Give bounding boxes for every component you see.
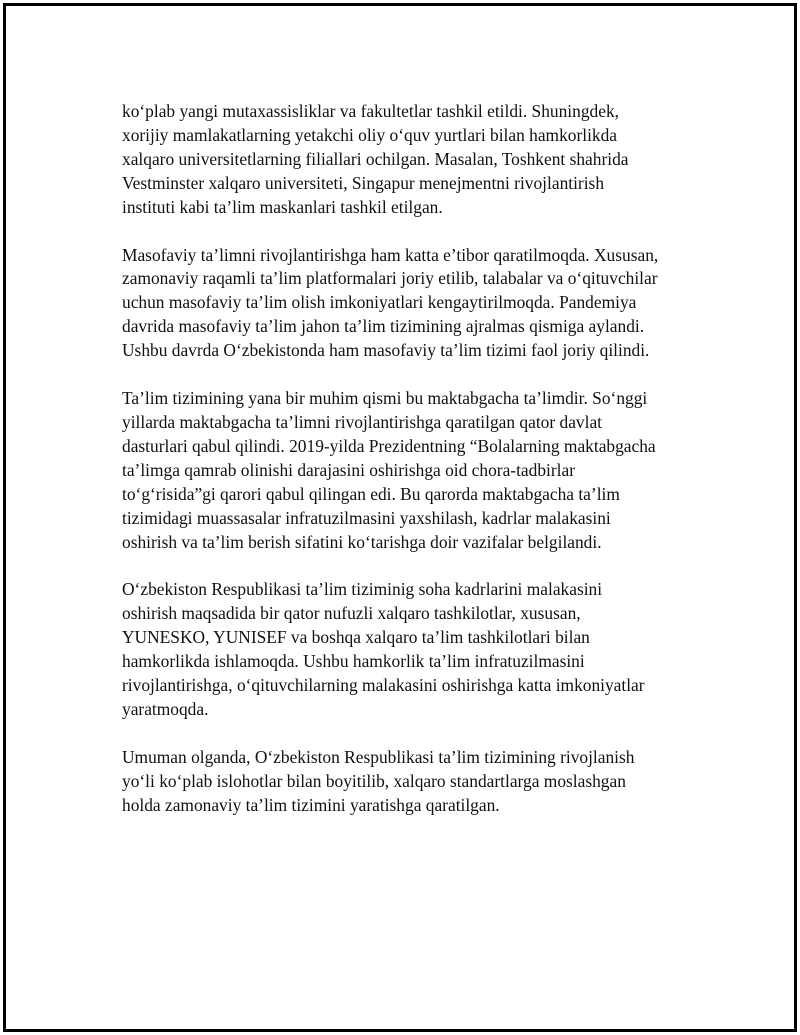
text-line: Ta’lim tizimining yana bir muhim qismi bu maktabgacha ta’limdir. Soʻnggi xyxy=(122,388,648,409)
paragraph-1 xyxy=(122,100,702,220)
text-line: Vestminster xalqaro universiteti, Singapur menejmentni rivojlantirish xyxy=(122,172,605,193)
text-line: Oʻzbekiston Respublikasi ta’lim tiziminig soha kadrlarini malakasini xyxy=(122,579,603,600)
text-line: toʻgʻrisida”gi qarori qabul qilingan edi. Bu qarorda maktabgacha ta’lim xyxy=(122,483,620,504)
text-line: oshirish maqsadida bir qator nufuzli xalqaro tashkilotlar, xususan, xyxy=(122,603,581,624)
text-line: YUNESKO, YUNISEF va boshqa xalqaro ta’lim tashkilotlari bilan xyxy=(122,627,590,648)
text-line: uchun masofaviy ta’lim olish imkoniyatlari kengaytirilmoqda. Pandemiya xyxy=(122,292,637,313)
text-line: Ushbu davrda Oʻzbekistonda ham masofaviy ta’lim tizimi faol joriy qilindi. xyxy=(122,340,650,361)
paragraph-3 xyxy=(122,387,702,554)
page-border xyxy=(3,3,797,1032)
paragraph-4 xyxy=(122,578,702,721)
text-line: zamonaviy raqamli ta’lim platformalari joriy etilib, talabalar va oʻqituvchilar xyxy=(122,268,658,289)
text-line: rivojlantirishga, oʻqituvchilarning malakasini oshirishga katta imkoniyatlar xyxy=(122,675,645,696)
text-line: koʻplab yangi mutaxassisliklar va fakultetlar tashkil etildi. Shuningdek, xyxy=(122,101,619,121)
text-line: holda zamonaviy ta’lim tizimini yaratishga qaratilgan. xyxy=(122,794,500,815)
text-line: tizimidagi muassasalar infratuzilmasini yaxshilash, kadrlar malakasini xyxy=(122,507,611,528)
text-line: instituti kabi ta’lim maskanlari tashkil etilgan. xyxy=(122,196,443,217)
text-line: Umuman olganda, Oʻzbekiston Respublikasi ta’lim tizimining rivojlanish xyxy=(122,746,635,767)
text-line: xalqaro universitetlarning filiallari ochilgan. Masalan, Toshkent shahrida xyxy=(122,148,629,169)
paragraph-2 xyxy=(122,244,702,364)
text-line: davrida masofaviy ta’lim jahon ta’lim tizimining ajralmas qismiga aylandi. xyxy=(122,316,645,337)
text-line: ta’limga qamrab olinishi darajasini oshirishga oid chora-tadbirlar xyxy=(122,459,575,480)
text-line: Masofaviy ta’limni rivojlantirishga ham katta e’tibor qaratilmoqda. Xususan, xyxy=(122,244,659,265)
text-line: yillarda maktabgacha ta’limni rivojlantirishga qaratilgan qator davlat xyxy=(122,411,603,432)
text-line: xorijiy mamlakatlarning yetakchi oliy oʻquv yurtlari bilan hamkorlikda xyxy=(122,124,618,145)
document-body xyxy=(122,100,702,842)
text-line: hamkorlikda ishlamoqda. Ushbu hamkorlik ta’lim infratuzilmasini xyxy=(122,651,585,672)
text-line: dasturlari qabul qilindi. 2019-yilda Prezidentning “Bolalarning maktabgacha xyxy=(122,435,656,456)
paragraph-5 xyxy=(122,746,702,818)
text-line: oshirish va ta’lim berish sifatini koʻtarishga doir vazifalar belgilandi. xyxy=(122,531,602,552)
text-line: yaratmoqda. xyxy=(122,698,209,719)
text-line: yoʻli koʻplab islohotlar bilan boyitilib, xalqaro standartlarga moslashgan xyxy=(122,770,626,791)
